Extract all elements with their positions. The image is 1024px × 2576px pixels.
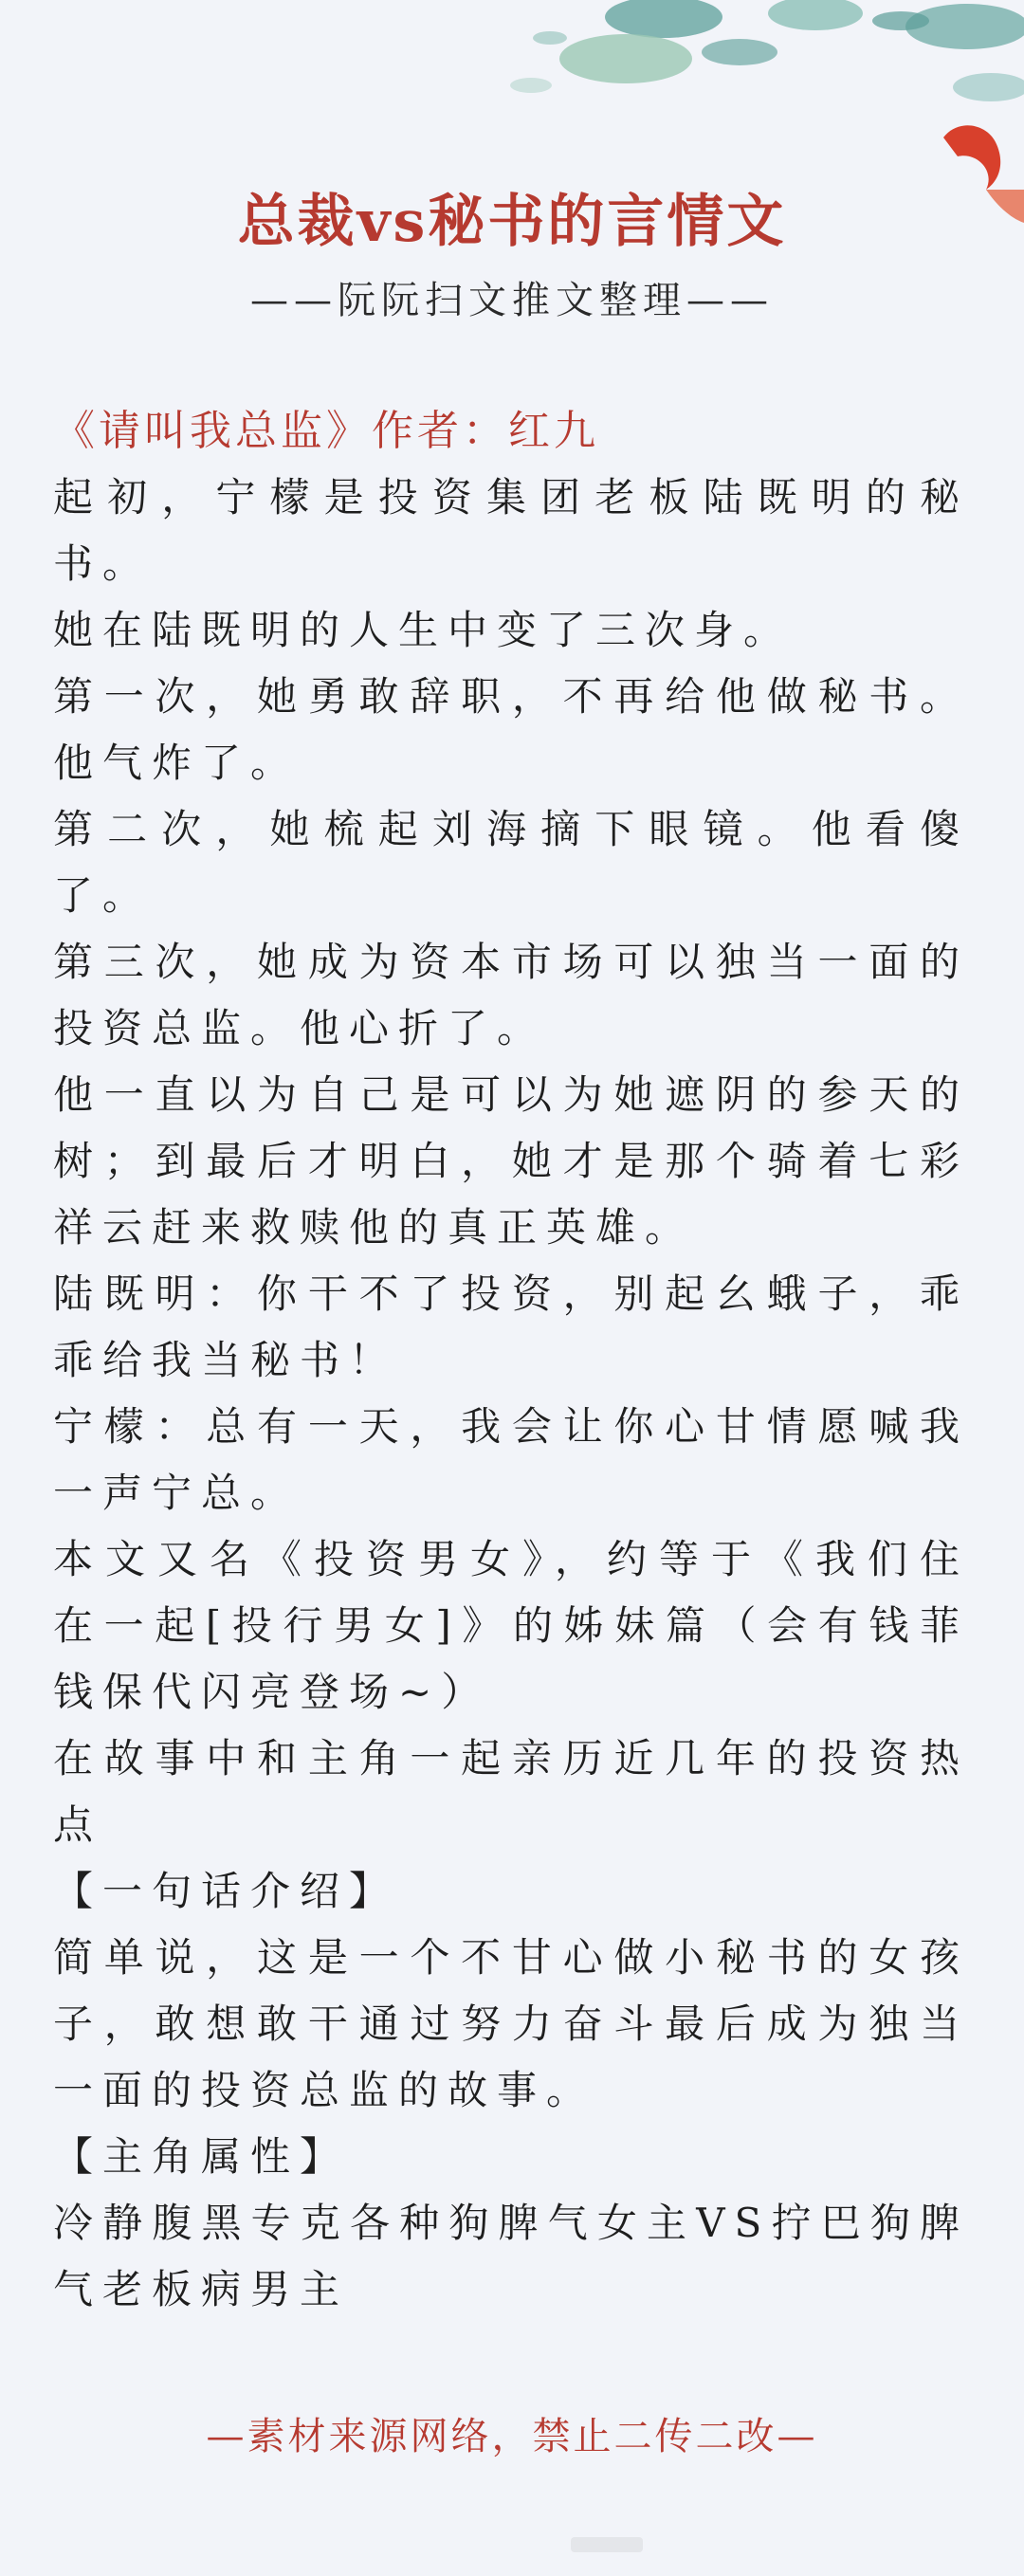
paragraph: 在故事中和主角一起亲历近几年的投资热点 xyxy=(53,1735,969,1848)
paragraph: 宁檬：总有一天，我会让你心甘情愿喊我一声宁总。 xyxy=(53,1403,969,1516)
watermark-logo xyxy=(569,2530,645,2560)
paragraph: 第二次，她梳起刘海摘下眼镜。他看傻了。 xyxy=(53,806,969,919)
paragraph: 她在陆既明的人生中变了三次身。 xyxy=(53,607,794,653)
page-subtitle: ——阮阮扫文推文整理—— xyxy=(250,279,774,322)
source-note: —素材来源网络，禁止二传二改— xyxy=(206,2415,818,2458)
section-heading: 【一句话介绍】 xyxy=(53,1868,399,1914)
paragraph: 陆既明：你干不了投资，别起幺蛾子，乖乖给我当秘书！ xyxy=(53,1270,969,1383)
paragraph: 第三次，她成为资本市场可以独当一面的投资总监。他心折了。 xyxy=(53,939,969,1051)
paragraph: 冷静腹黑专克各种狗脾气女主VS拧巴狗脾气老板病男主 xyxy=(53,2200,969,2312)
paragraph: 简单说，这是一个不甘心做小秘书的女孩子，敢想敢干通过努力奋斗最后成为独当一面的投资总监的故事。 xyxy=(53,1934,969,2113)
book-title-author: 《请叫我总监》作者：红九 xyxy=(53,407,599,455)
paragraph: 本文又名《投资男女》，约等于《我们住在一起[投行男女]》的姊妹篇（会有钱菲钱保代闪亮登场~） xyxy=(53,1536,969,1715)
page-title: 总裁vs秘书的言情文 xyxy=(237,189,787,255)
paragraph: 第一次，她勇敢辞职，不再给他做秘书。他气炸了。 xyxy=(53,673,969,786)
paragraph: 他一直以为自己是可以为她遮阴的参天的树；到最后才明白，她才是那个骑着七彩祥云赶来救赎他的真正英雄。 xyxy=(53,1071,969,1251)
book-recommendation xyxy=(53,398,969,2323)
paragraph: 起初，宁檬是投资集团老板陆既明的秘书。 xyxy=(53,474,969,587)
section-heading: 【主角属性】 xyxy=(53,2133,350,2180)
